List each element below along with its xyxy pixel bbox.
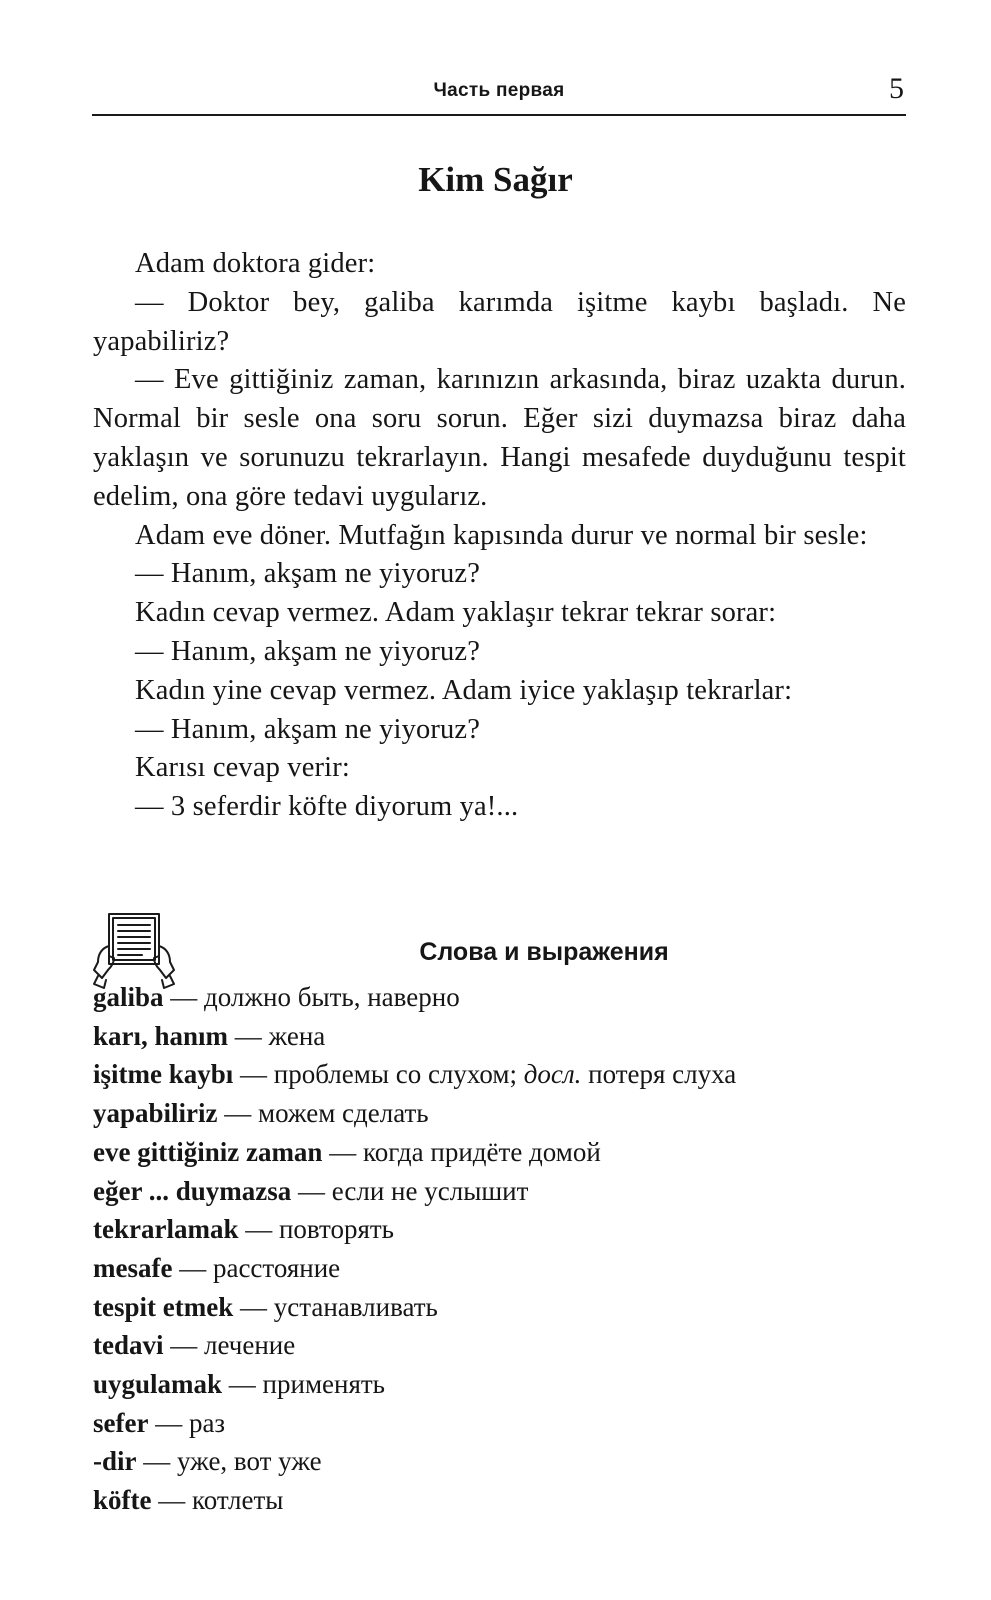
vocab-term: mesafe: [93, 1252, 173, 1283]
vocabulary-entry: [93, 1404, 906, 1443]
vocab-term: -dir: [93, 1446, 137, 1477]
vocab-meaning: устанавливать: [273, 1291, 438, 1322]
story-paragraph: Karısı cevap verir:: [135, 752, 350, 784]
vocab-meaning: расстояние: [212, 1252, 341, 1283]
story-paragraph: Kadın cevap vermez. Adam yaklaşır tekrar tekrar sorar:: [135, 597, 777, 629]
story-paragraph: — Hanım, akşam ne yiyoruz?: [135, 558, 481, 590]
vocab-meaning: раз: [188, 1407, 226, 1438]
vocab-dash: —: [322, 1136, 363, 1167]
vocabulary-list: [93, 978, 906, 1520]
vocabulary-entry: [93, 1365, 906, 1404]
story-title: Kim Sağır: [418, 160, 573, 199]
vocabulary-entry: [93, 1055, 906, 1094]
vocab-term: eğer ... duymazsa: [93, 1175, 292, 1206]
vocab-meaning: котлеты: [191, 1485, 284, 1516]
vocab-term: sefer: [93, 1407, 149, 1438]
vocabulary-entry: [93, 1094, 906, 1133]
vocab-term: uygulamak: [93, 1369, 223, 1400]
vocabulary-entry: [93, 1017, 906, 1056]
story-paragraph: Kadın yine cevap vermez. Adam iyice yaklaşıp tekrarlar:: [135, 674, 793, 706]
vocab-meaning: когда придёте домой: [362, 1136, 601, 1167]
story-text: [93, 245, 906, 827]
vocab-term: işitme kaybı: [93, 1059, 234, 1090]
vocab-meaning: проблемы со слухом;: [273, 1059, 524, 1090]
vocab-dash: —: [217, 1098, 259, 1129]
vocab-dash: —: [291, 1175, 332, 1206]
vocab-dash: —: [222, 1369, 263, 1400]
vocabulary-title: Слова и выражения: [419, 938, 669, 966]
story-paragraph: — Hanım, akşam ne yiyoruz?: [135, 713, 481, 745]
vocabulary-entry: [93, 1481, 906, 1520]
vocabulary-entry: [93, 978, 906, 1017]
vocab-dash: —: [238, 1214, 279, 1245]
story-paragraph: — Doktor bey, galiba karımda işitme kaybı başladı. Ne yapabiliriz?: [93, 286, 906, 357]
vocab-meaning: если не услышит: [331, 1175, 529, 1206]
vocab-term: tespit etmek: [93, 1291, 234, 1322]
vocab-meaning: жена: [268, 1020, 326, 1051]
vocab-term: eve gittiğiniz zaman: [93, 1136, 323, 1167]
vocab-dash: —: [151, 1485, 192, 1516]
vocabulary-entry: [93, 1249, 906, 1288]
story-paragraph: — Eve gittiğiniz zaman, karınızın arkasında, biraz uzakta durun. Normal bir sesle ona soru sorun. Eğer sizi duymazsa biraz daha yaklaşın ve sorunuzu tekrarlayın. Hangi mesafede duyduğunu tespit edelim, ona göre tedavi uygularız.: [93, 364, 906, 512]
vocab-meaning: должно быть, наверно: [204, 982, 460, 1012]
vocab-meaning: уже, вот уже: [177, 1446, 322, 1477]
story-paragraph: — Hanım, akşam ne yiyoruz?: [135, 635, 481, 667]
vocab-term: galiba: [93, 982, 164, 1012]
story-paragraph: — 3 seferdir köfte diyorum ya!...: [135, 791, 519, 823]
vocab-term: yapabiliriz: [93, 1098, 218, 1129]
vocab-abbreviation: досл.: [523, 1059, 582, 1090]
vocabulary-entry: [93, 1288, 906, 1327]
vocabulary-entry: [93, 1210, 906, 1249]
vocab-term: tedavi: [93, 1330, 164, 1361]
vocab-meaning-after: потеря слуха: [581, 1059, 737, 1090]
story-paragraph: Adam eve döner. Mutfağın kapısında durur ve normal bir sesle:: [135, 519, 868, 551]
vocab-dash: —: [228, 1020, 269, 1051]
vocab-dash: —: [172, 1252, 213, 1283]
vocab-term: karı, hanım: [93, 1020, 229, 1051]
vocab-term: tekrarlamak: [93, 1214, 239, 1245]
vocabulary-entry: [93, 1133, 906, 1172]
vocabulary-entry: [93, 1442, 906, 1481]
vocab-term: köfte: [93, 1485, 152, 1516]
vocab-dash: —: [148, 1407, 189, 1438]
running-head: [92, 74, 906, 116]
story-paragraph: Adam doktora gider:: [135, 248, 376, 279]
vocab-meaning: применять: [262, 1369, 385, 1400]
vocab-meaning: лечение: [204, 1330, 296, 1361]
section-title: Часть первая: [433, 80, 565, 101]
vocab-dash: —: [233, 1059, 274, 1090]
vocab-meaning: повторять: [278, 1214, 394, 1245]
vocabulary-entry: [93, 1326, 906, 1365]
page-number: 5: [889, 72, 904, 105]
vocab-meaning: можем сделать: [258, 1098, 429, 1129]
vocab-dash: —: [163, 1330, 204, 1361]
vocab-dash: —: [163, 982, 205, 1012]
vocabulary-entry: [93, 1172, 906, 1211]
vocab-dash: —: [136, 1446, 177, 1477]
vocab-dash: —: [233, 1291, 274, 1322]
